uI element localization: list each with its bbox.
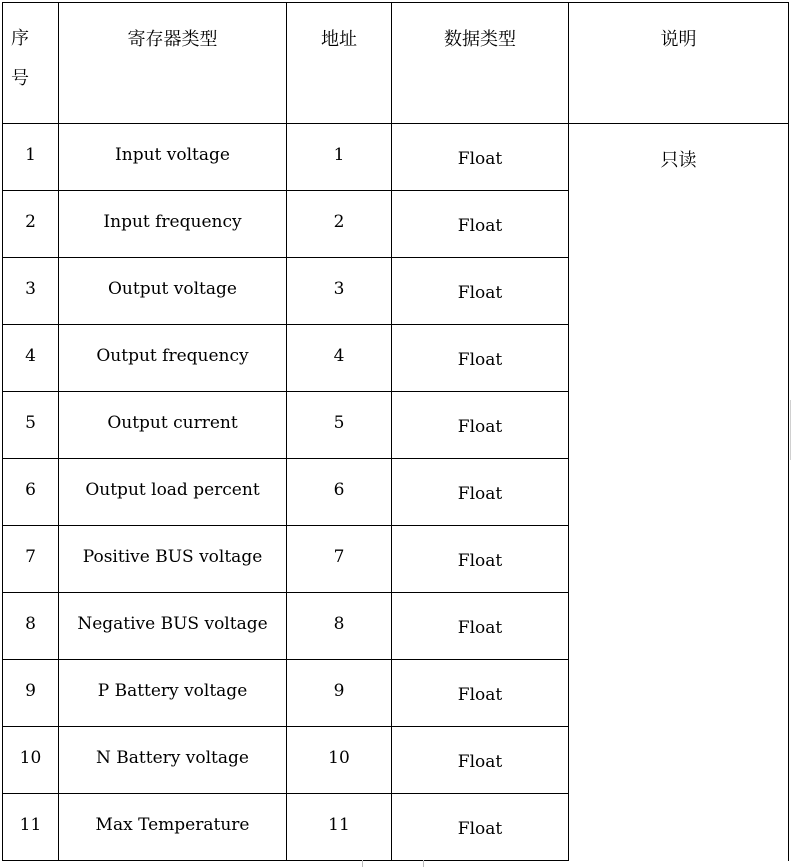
cell-data-type-text: Float xyxy=(457,484,503,504)
cell-index xyxy=(3,794,59,861)
cell-index xyxy=(3,392,59,459)
table-header-row xyxy=(3,3,789,124)
cell-index xyxy=(3,526,59,593)
cell-address-text: 7 xyxy=(333,547,345,567)
cell-data-type xyxy=(392,526,569,593)
cell-data-type xyxy=(392,191,569,258)
cell-index-text: 2 xyxy=(25,212,36,232)
cell-data-type xyxy=(392,459,569,526)
cell-data-type xyxy=(392,727,569,794)
cell-register xyxy=(59,392,287,459)
header-index-line2: 号 xyxy=(11,68,29,89)
header-address: 地址 xyxy=(287,3,392,124)
cell-index xyxy=(3,593,59,660)
cell-register-text: Negative BUS voltage xyxy=(77,614,268,634)
cell-register-text: N Battery voltage xyxy=(96,748,249,768)
cell-index-text: 5 xyxy=(25,413,36,433)
cell-register xyxy=(59,459,287,526)
cell-data-type xyxy=(392,258,569,325)
header-index xyxy=(3,3,59,124)
cell-data-type-text: Float xyxy=(457,283,503,303)
cell-data-type-text: Float xyxy=(457,618,503,638)
cell-data-type-text: Float xyxy=(457,149,503,169)
cell-index xyxy=(3,459,59,526)
cell-register xyxy=(59,124,287,191)
cell-register xyxy=(59,593,287,660)
cell-register-text: Output load percent xyxy=(85,480,260,500)
cell-data-type-text: Float xyxy=(457,752,503,772)
cell-data-type-text: Float xyxy=(457,216,503,236)
cell-data-type-text: Float xyxy=(457,819,503,839)
cell-address xyxy=(287,727,392,794)
cell-address xyxy=(287,124,392,191)
register-table xyxy=(2,2,789,861)
cell-register-text: P Battery voltage xyxy=(97,681,248,701)
cell-address xyxy=(287,459,392,526)
cell-address-text: 4 xyxy=(333,346,345,366)
cell-address-text: 2 xyxy=(333,212,345,232)
cell-index-text: 6 xyxy=(25,480,36,500)
header-description: 说明 xyxy=(569,3,789,124)
cell-address-text: 6 xyxy=(333,480,345,500)
cell-register xyxy=(59,727,287,794)
cell-register-text: Input frequency xyxy=(103,212,242,232)
cell-register-text: Positive BUS voltage xyxy=(82,547,263,567)
cell-register xyxy=(59,660,287,727)
cell-data-type-text: Float xyxy=(457,350,503,370)
cell-register-text: Output voltage xyxy=(108,279,237,299)
cell-data-type-text: Float xyxy=(457,551,503,571)
cell-address-text: 1 xyxy=(333,145,345,165)
cell-address xyxy=(287,526,392,593)
cell-address-text: 3 xyxy=(333,279,345,299)
cell-register-text: Max Temperature xyxy=(95,815,250,835)
cell-data-type xyxy=(392,392,569,459)
cell-data-type-text: Float xyxy=(457,417,503,437)
cell-register-text: Input voltage xyxy=(115,145,230,165)
cell-index xyxy=(3,727,59,794)
cell-address-text: 5 xyxy=(333,413,345,433)
cell-data-type xyxy=(392,794,569,861)
cell-address xyxy=(287,325,392,392)
page-foot-marker xyxy=(362,860,424,867)
cell-register xyxy=(59,258,287,325)
cell-address-text: 8 xyxy=(333,614,345,634)
cell-address xyxy=(287,191,392,258)
table-row xyxy=(3,124,789,191)
cell-index xyxy=(3,660,59,727)
header-register-type: 寄存器类型 xyxy=(59,3,287,124)
cell-address xyxy=(287,392,392,459)
cell-description: 只读 xyxy=(569,124,789,861)
cell-register xyxy=(59,526,287,593)
cell-index xyxy=(3,191,59,258)
cell-register xyxy=(59,325,287,392)
header-index-line1: 序 xyxy=(11,28,29,49)
cell-register xyxy=(59,794,287,861)
cell-register-text: Output current xyxy=(107,413,238,433)
cell-index-text: 10 xyxy=(19,748,42,768)
cell-register-text: Output frequency xyxy=(96,346,249,366)
cell-index-text: 1 xyxy=(25,145,36,165)
cell-address-text: 11 xyxy=(328,815,350,835)
cell-address xyxy=(287,660,392,727)
cell-address-text: 10 xyxy=(328,748,350,768)
cell-data-type xyxy=(392,660,569,727)
cell-index-text: 8 xyxy=(25,614,36,634)
cell-index-text: 3 xyxy=(25,279,36,299)
cell-index-text: 9 xyxy=(25,681,36,701)
cell-index-text: 7 xyxy=(25,547,36,567)
cell-index xyxy=(3,325,59,392)
cell-register xyxy=(59,191,287,258)
cell-data-type xyxy=(392,593,569,660)
cell-address xyxy=(287,258,392,325)
cell-address xyxy=(287,593,392,660)
cell-address xyxy=(287,794,392,861)
header-data-type: 数据类型 xyxy=(392,3,569,124)
cell-index-text: 4 xyxy=(25,346,36,366)
cell-index xyxy=(3,258,59,325)
cell-index xyxy=(3,124,59,191)
cell-address-text: 9 xyxy=(333,681,345,701)
page-edge-marker xyxy=(790,400,791,460)
cell-data-type xyxy=(392,124,569,191)
cell-index-text: 11 xyxy=(19,815,42,835)
cell-data-type-text: Float xyxy=(457,685,503,705)
cell-data-type xyxy=(392,325,569,392)
